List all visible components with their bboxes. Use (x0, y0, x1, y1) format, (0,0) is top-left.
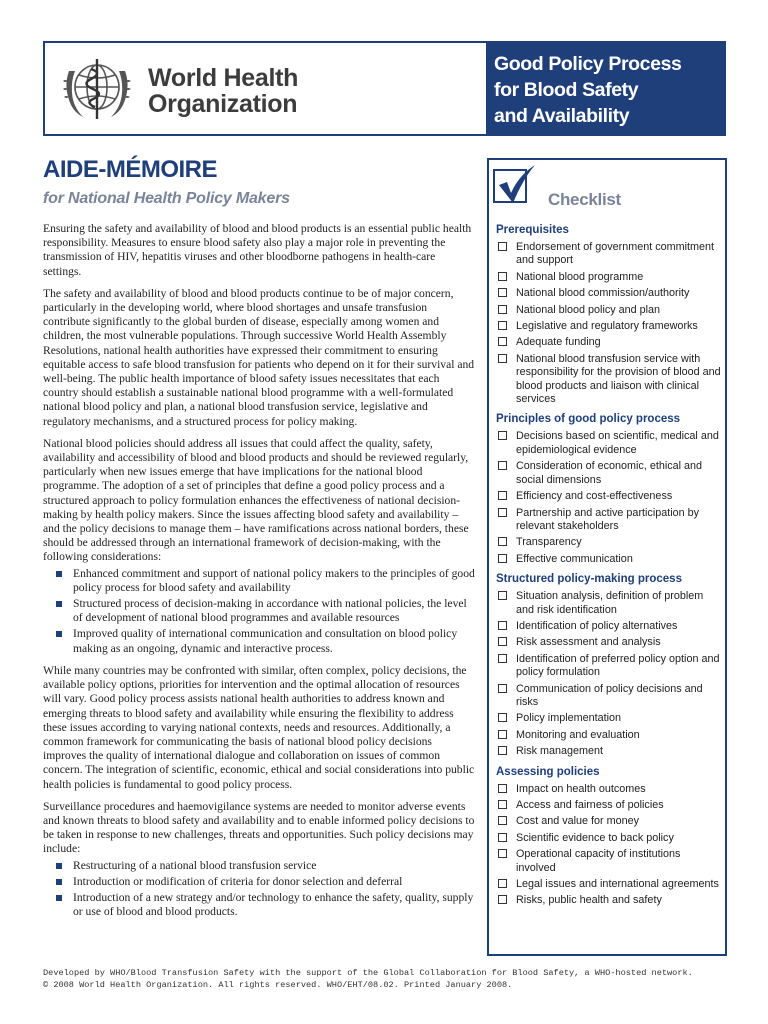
checklist-item-label: Risks, public health and safety (516, 894, 662, 907)
checklist-item-label: Situation analysis, definition of problem and risk identification (516, 590, 704, 616)
publication-title-box (486, 43, 724, 134)
checklist-item (496, 848, 722, 875)
checklist-title: Checklist (548, 190, 621, 209)
checklist-item-label: Identification of preferred policy option and policy formulation (516, 652, 720, 679)
footer (43, 967, 733, 991)
body-text (43, 222, 476, 927)
list-item: Enhanced commitment and support of national policy makers to the principles of good policy process for blood safety and availability (43, 567, 476, 595)
document-header (43, 41, 726, 136)
checklist-item-label: Operational capacity of institutions involved (516, 848, 681, 874)
considerations-list (43, 567, 476, 656)
checklist-item (496, 490, 722, 503)
checklist-item (496, 878, 722, 891)
checkbox-icon (498, 461, 507, 470)
checklist-content (496, 223, 722, 914)
checklist-item (496, 553, 722, 566)
publication-title: Good Policy Process for Blood Safety and Availability (494, 53, 682, 127)
checklist-item (496, 430, 722, 457)
checklist-item (496, 636, 722, 649)
section-spacer (496, 911, 722, 914)
checkbox-icon (498, 337, 507, 346)
checklist-item-label: Policy implementation (516, 712, 622, 725)
checklist-item-label: Identification of policy alternatives (516, 619, 678, 632)
checklist-item (496, 271, 722, 284)
checklist-section-heading: Principles of good policy process (496, 413, 681, 426)
checklist-section-heading: Prerequisites (496, 224, 569, 236)
paragraph: National blood policies should address all issues that could affect the quality, safety, availability and accessibility of blood and blood products and should be reviewed regularly, particularly when new issues emerge that have implications for the national blood programme. The adoption of a set of principles that define a good policy process and a structured approach to policy formulation enhances the effectiveness of national decision-making by health policy makers. Since the issues affecting blood safety and availability – and the policy decisions to manage them – have ramifications across national borders, these should be addressed through an international framework of decision-making, with the following considerations: (43, 436, 469, 564)
checkbox-icon (498, 730, 507, 739)
list-item: Introduction of a new strategy and/or technology to enhance the safety, quality, supply or use of blood and blood products. (43, 891, 476, 919)
checklist-item (496, 683, 722, 710)
list-item: Structured process of decision-making in accordance with national policies, the level of development of national blood programmes and available resources (43, 597, 476, 625)
checkbox-icon (498, 816, 507, 825)
checkbox-icon (498, 746, 507, 755)
page-title: AIDE-MÉMOIRE (43, 156, 217, 183)
checklist-item-label: Scientific evidence to back policy (516, 831, 674, 844)
list-item: Restructuring of a national blood transfusion service (43, 859, 476, 873)
list-item: Introduction or modification of criteria for donor selection and deferral (43, 875, 476, 889)
checklist-item-label: Transparency (516, 536, 582, 549)
checklist-item-label: Impact on health outcomes (516, 782, 646, 795)
checklist-item (496, 745, 722, 758)
checkbox-icon (498, 621, 507, 630)
checklist-item-label: Communication of policy decisions and risks (516, 682, 703, 708)
checkbox-icon (498, 849, 507, 858)
checkbox-icon (498, 895, 507, 904)
checkbox-icon (498, 637, 507, 646)
paragraph: While many countries may be confronted with similar, often complex, policy decisions, the available policy options, priorities for intervention and the optimal allocation of resources will vary. Good policy process assists national health authorities to address known and emerging threats to blood safety and availability while ensuring the flexibility to address these issues according to varying national contexts, needs and resources. Additionally, a common framework for communicating the basis of national blood policy decisions improves the quality of international dialogue and collaboration on issues of common concern. The integration of scientific, economic, ethical and social considerations into public health policies is fundamental to good policy process. (43, 663, 475, 791)
checkbox-icon (498, 784, 507, 793)
checklist-item (496, 460, 722, 487)
checklist-item-label: National blood commission/authority (516, 287, 690, 300)
checklist-item-label: Cost and value for money (516, 815, 640, 828)
bullet-icon (56, 601, 62, 607)
checklist-item-label: Endorsement of government commitment and support (516, 241, 715, 267)
checklist-item (496, 832, 722, 845)
bullet-icon (56, 879, 62, 885)
checklist-item (496, 336, 722, 349)
bullet-icon (56, 631, 62, 637)
checklist-item (496, 620, 722, 633)
checklist-item (496, 536, 722, 549)
who-emblem-icon (55, 53, 139, 125)
checklist-item-label: Decisions based on scientific, medical and epidemiological evidence (516, 430, 719, 456)
checkbox-icon (498, 591, 507, 600)
bullet-icon (56, 895, 62, 901)
checkbox-icon (498, 242, 507, 251)
checklist-item (496, 353, 722, 407)
checklist-section-heading: Assessing policies (496, 765, 600, 778)
checklist-item-label: National blood policy and plan (516, 303, 661, 316)
checklist-item-label: Monitoring and evaluation (516, 728, 640, 741)
checkbox-icon (498, 833, 507, 842)
checklist-item (496, 287, 722, 300)
checklist-item-label: Consideration of economic, ethical and social dimensions (516, 460, 703, 486)
checklist-item (496, 507, 722, 534)
checkbox-icon (498, 554, 507, 563)
checklist-item-label: Adequate funding (516, 336, 601, 349)
checklist-item (496, 729, 722, 742)
paragraph: Ensuring the safety and availability of blood and blood products is an essential public health responsibility. Measures to ensure blood safety also play a major role in preventing the transmission of HIV, hepatitis viruses and other bloodborne pathogens in health-care settings. (43, 222, 472, 278)
checkmark-icon (493, 163, 537, 207)
checkbox-icon (498, 491, 507, 500)
checklist-item (496, 783, 722, 796)
checkbox-icon (498, 305, 507, 314)
checkbox-icon (498, 879, 507, 888)
checklist-section-heading: Structured policy-making process (496, 573, 682, 586)
checklist-item-label: Legal issues and international agreements (516, 878, 719, 891)
checkbox-icon (498, 654, 507, 663)
checkbox-icon (498, 321, 507, 330)
checklist-item (496, 712, 722, 725)
checklist-item-label: Risk assessment and analysis (516, 636, 661, 649)
paragraph: The safety and availability of blood and blood products continue to be of major concern, particularly in the developing world, where blood shortages and unsafe transfusion contribute significantly to the global burden of disease, especially among women and children, the most vulnerable populations. Through successive World Health Assembly Resolutions, national health authorities have expressed their commitment to ensuring equitable access to safe blood transfusion for patients who depend on it for their survival and well-being. The public health importance of blood safety issues necessitates that each country should establish a sustainable national blood programme with a well-formulated national blood policy and plan, a national blood transfusion service, legislative and regulatory mechanisms, and a structured process for policy making. (43, 286, 475, 428)
checklist-item-label: National blood transfusion service with responsibility for the provision of blood and blood products and liaison with clinical services (516, 352, 721, 406)
checkbox-icon (498, 537, 507, 546)
checkbox-icon (498, 684, 507, 693)
checklist-item (496, 653, 722, 680)
checklist-item-label: Partnership and active participation by relevant stakeholders (516, 506, 700, 532)
checklist-item (496, 241, 722, 268)
checklist-item-label: National blood programme (516, 270, 644, 283)
checklist-item-label: Access and fairness of policies (516, 799, 664, 811)
paragraph: Surveillance procedures and haemovigilance systems are needed to monitor adverse events and known threats to blood safety and availability and to enable informed policy decisions to be taken in response to new challenges, threats and opportunities. Such policy decisions may include: (43, 799, 475, 856)
checklist-item-label: Legislative and regulatory frameworks (516, 320, 698, 333)
checklist-panel (487, 158, 727, 956)
checklist-item-label: Efficiency and cost-effectiveness (516, 490, 673, 503)
checklist-item-label: Effective communication (516, 552, 633, 565)
checklist-item (496, 590, 722, 617)
policy-decisions-list (43, 859, 476, 920)
checkbox-icon (498, 800, 507, 809)
checklist-item-label: Risk management (516, 745, 604, 758)
bullet-icon (56, 863, 62, 869)
checkbox-icon (498, 431, 507, 440)
checkbox-icon (498, 508, 507, 517)
footer-copyright: © 2008 World Health Organization. All rights reserved. WHO/EHT/08.02. Printed January 2008. (43, 980, 513, 990)
checklist-item (496, 304, 722, 317)
checkbox-icon (498, 288, 507, 297)
page-subtitle: for National Health Policy Makers (43, 190, 290, 207)
bullet-icon (56, 571, 62, 577)
checklist-item (496, 894, 722, 907)
checklist-item (496, 815, 722, 828)
list-item: Improved quality of international communication and consultation on blood policy making as an ongoing, dynamic and interactive process. (43, 627, 476, 655)
footer-credit: Developed by WHO/Blood Transfusion Safety with the support of the Global Collaboration for Blood Safety, a WHO-hosted network. (43, 968, 693, 978)
checkbox-icon (498, 354, 507, 363)
who-logo (55, 51, 315, 127)
organization-name: World Health Organization (148, 64, 299, 118)
checkbox-icon (498, 272, 507, 281)
checklist-item (496, 799, 722, 812)
checklist-item (496, 320, 722, 333)
checkbox-icon (498, 713, 507, 722)
